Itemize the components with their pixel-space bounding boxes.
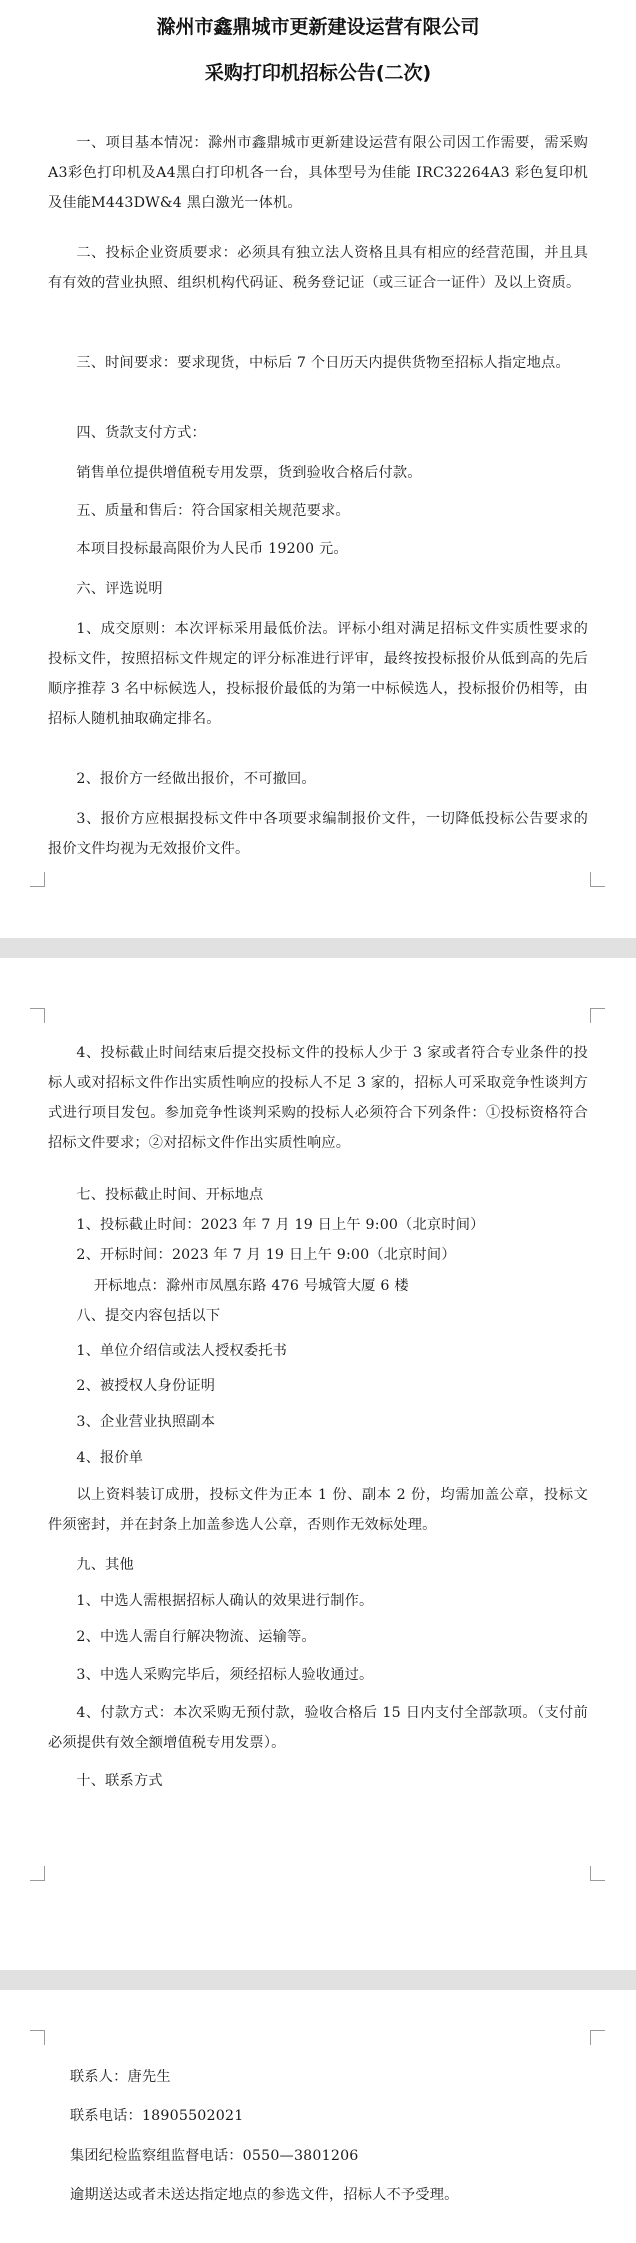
paragraph: 销售单位提供增值税专用发票，货到验收合格后付款。 <box>76 465 422 481</box>
paragraph: 2、中选人需自行解决物流、运输等。 <box>76 1629 316 1645</box>
notice-title: 采购打印机招标公告(二次) <box>204 62 432 84</box>
page-separator <box>0 938 636 958</box>
supervision-phone: 集团纪检监察组监督电话：0550—3801206 <box>70 2148 359 2164</box>
paragraph: 本项目投标最高限价为人民币 19200 元。 <box>76 541 348 557</box>
paragraph: 2、开标时间：2023 年 7 月 19 日上午 9:00（北京时间） <box>76 1247 456 1263</box>
document-page-2 <box>0 958 636 1970</box>
paragraph: 4、报价单 <box>76 1450 144 1466</box>
section-heading: 六、评选说明 <box>76 581 163 597</box>
paragraph: 1、成交原则：本次评标采用最低价法。评标小组对满足招标文件实质性要求的投标文件，按照招标文件规定的评分标准进行评审，最终按投标报价从低到高的先后顺序推荐 3 名中标候选人，投标报价最低的为第一中标候选人，投标报价仍相等，由招标人随机抽取确定排名。 <box>48 621 588 727</box>
paragraph: 1、中选人需根据招标人确认的效果进行制作。 <box>76 1593 374 1609</box>
paragraph: 2、被授权人身份证明 <box>76 1378 216 1394</box>
page-corner-mark <box>590 1008 605 1023</box>
page-separator <box>0 1970 636 1990</box>
bid-opening-location: 开标地点：滁州市凤凰东路 476 号城管大厦 6 楼 <box>94 1278 409 1294</box>
contact-phone: 联系电话：18905502021 <box>70 2108 244 2124</box>
paragraph: 三、时间要求：要求现货，中标后 7 个日历天内提供货物至招标人指定地点。 <box>76 355 570 371</box>
paragraph: 3、报价方应根据投标文件中各项要求编制报价文件，一切降低投标公告要求的报价文件均视为无效报价文件。 <box>48 811 588 857</box>
page-corner-mark <box>590 872 605 887</box>
page-corner-mark <box>30 1866 45 1881</box>
paragraph: 一、项目基本情况：滁州市鑫鼎城市更新建设运营有限公司因工作需要，需采购A3彩色打印机及A4黑白打印机各一台，具体型号为佳能 IRC32264A3 彩色复印机及佳能M443DW&4 黑白激光一体机。 <box>48 135 588 211</box>
page-corner-mark <box>30 872 45 887</box>
paragraph: 2、报价方一经做出报价，不可撤回。 <box>76 771 316 787</box>
section-heading: 七、投标截止时间、开标地点 <box>76 1187 264 1203</box>
late-submission-note: 逾期送达或者未送达指定地点的参选文件，招标人不予受理。 <box>70 2187 459 2203</box>
paragraph: 3、企业营业执照副本 <box>76 1414 216 1430</box>
section-heading: 九、其他 <box>76 1557 134 1573</box>
page-corner-mark <box>590 1866 605 1881</box>
page-corner-mark <box>590 2030 605 2045</box>
document-page-1 <box>0 0 636 938</box>
paragraph: 1、单位介绍信或法人授权委托书 <box>76 1343 288 1359</box>
paragraph: 3、中选人采购完毕后，须经招标人验收通过。 <box>76 1667 374 1683</box>
paragraph: 以上资料装订成册，投标文件为正本 1 份、副本 2 份，均需加盖公章，投标文件须密封，并在封条上加盖参选人公章，否则作无效标处理。 <box>48 1487 588 1533</box>
section-heading: 八、提交内容包括以下 <box>76 1308 221 1324</box>
contact-person: 联系人：唐先生 <box>70 2069 171 2085</box>
paragraph: 二、投标企业资质要求：必须具有独立法人资格且具有相应的经营范围，并且具有有效的营业执照、组织机构代码证、税务登记证（或三证合一证件）及以上资质。 <box>48 245 588 291</box>
page-corner-mark <box>30 2030 45 2045</box>
company-title: 滁州市鑫鼎城市更新建设运营有限公司 <box>156 16 480 38</box>
section-heading: 十、联系方式 <box>76 1773 163 1789</box>
page-corner-mark <box>30 1008 45 1023</box>
paragraph: 五、质量和售后：符合国家相关规范要求。 <box>76 503 350 519</box>
paragraph: 4、付款方式：本次采购无预付款，验收合格后 15 日内支付全部款项。（支付前必须提供有效全额增值税专用发票）。 <box>48 1705 588 1751</box>
paragraph: 四、货款支付方式： <box>76 425 206 441</box>
paragraph: 1、投标截止时间：2023 年 7 月 19 日上午 9:00（北京时间） <box>76 1217 485 1233</box>
document-page-3 <box>0 1990 636 2243</box>
paragraph: 4、投标截止时间结束后提交投标文件的投标人少于 3 家或者符合专业条件的投标人或对招标文件作出实质性响应的投标人不足 3 家的，招标人可采取竞争性谈判方式进行项目发包。参加竞争性谈判采购的投标人必须符合下列条件：①投标资格符合招标文件要求；②对招标文件作出实质性响应。 <box>48 1045 588 1151</box>
